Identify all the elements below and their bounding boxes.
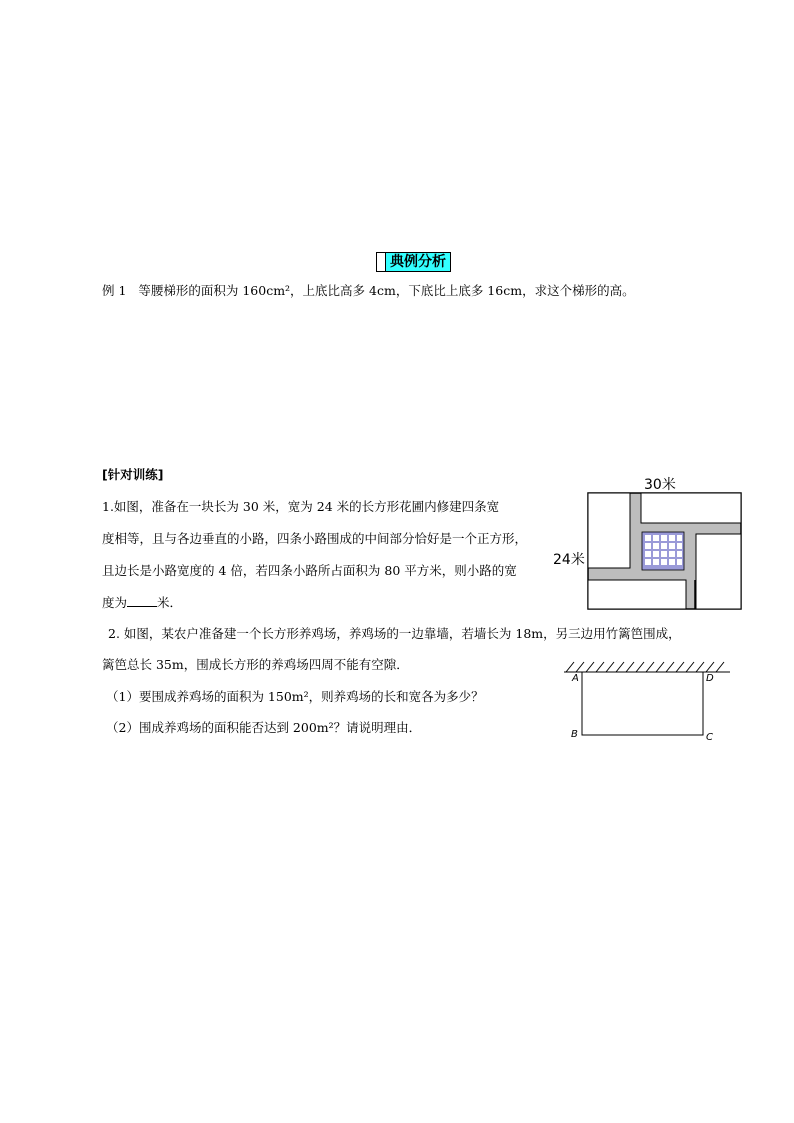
q2-line-1: 2. 如图，某农户准备建一个长方形养鸡场，养鸡场的一边靠墙，若墙长为 18m，另三边用竹篱笆围成， — [108, 626, 681, 641]
fence — [582, 672, 703, 735]
wall-hatching — [566, 662, 724, 672]
label-b: B — [571, 729, 578, 740]
q1-line-2: 度相等，且与各边垂直的小路，四条小路围成的中间部分恰好是一个正方形， — [102, 531, 528, 546]
training-heading: [针对训练] — [102, 467, 164, 482]
example-1-text: 等腰梯形的面积为 160cm²，上底比高多 4cm，下底比上底多 16cm，求这个梯形的高。 — [138, 283, 635, 298]
width-label: 24米 — [553, 552, 585, 568]
garden-figure — [548, 470, 748, 615]
length-label: 30米 — [644, 477, 676, 493]
q1-line-1: 1.如图，准备在一块长为 30 米，宽为 24 米的长方形花圃内修建四条宽 — [102, 499, 500, 514]
q1-line-4 — [102, 594, 182, 612]
plot-top-left — [588, 493, 630, 568]
answer-blank — [127, 594, 157, 607]
example-1-label: 例 1 — [102, 283, 127, 298]
plot-bottom-left — [588, 580, 686, 609]
example-1 — [102, 282, 635, 300]
heading-marker — [376, 252, 385, 272]
q2-part-1: （1）要围成养鸡场的面积为 150m²，则养鸡场的长和宽各为多少？ — [106, 689, 484, 704]
q2-line-2: 篱笆总长 35m，围成长方形的养鸡场四周不能有空隙． — [102, 657, 409, 672]
section-heading-text: 典例分析 — [385, 252, 451, 272]
plot-top-right — [641, 493, 741, 523]
farm-figure — [560, 655, 735, 745]
plot-bottom-right — [696, 534, 741, 609]
q1-line-4-after: 米． — [157, 595, 183, 610]
label-c: C — [706, 732, 713, 743]
q1-line-3: 且边长是小路宽度的 4 倍，若四条小路所占面积为 80 平方米，则小路的宽 — [102, 563, 517, 578]
q2-part-2: （2）围成养鸡场的面积能否达到 200m²？请说明理由． — [106, 720, 422, 735]
label-a: A — [572, 673, 579, 684]
section-heading — [376, 252, 451, 272]
label-d: D — [706, 673, 714, 684]
q1-line-4-before: 度为 — [102, 595, 128, 610]
